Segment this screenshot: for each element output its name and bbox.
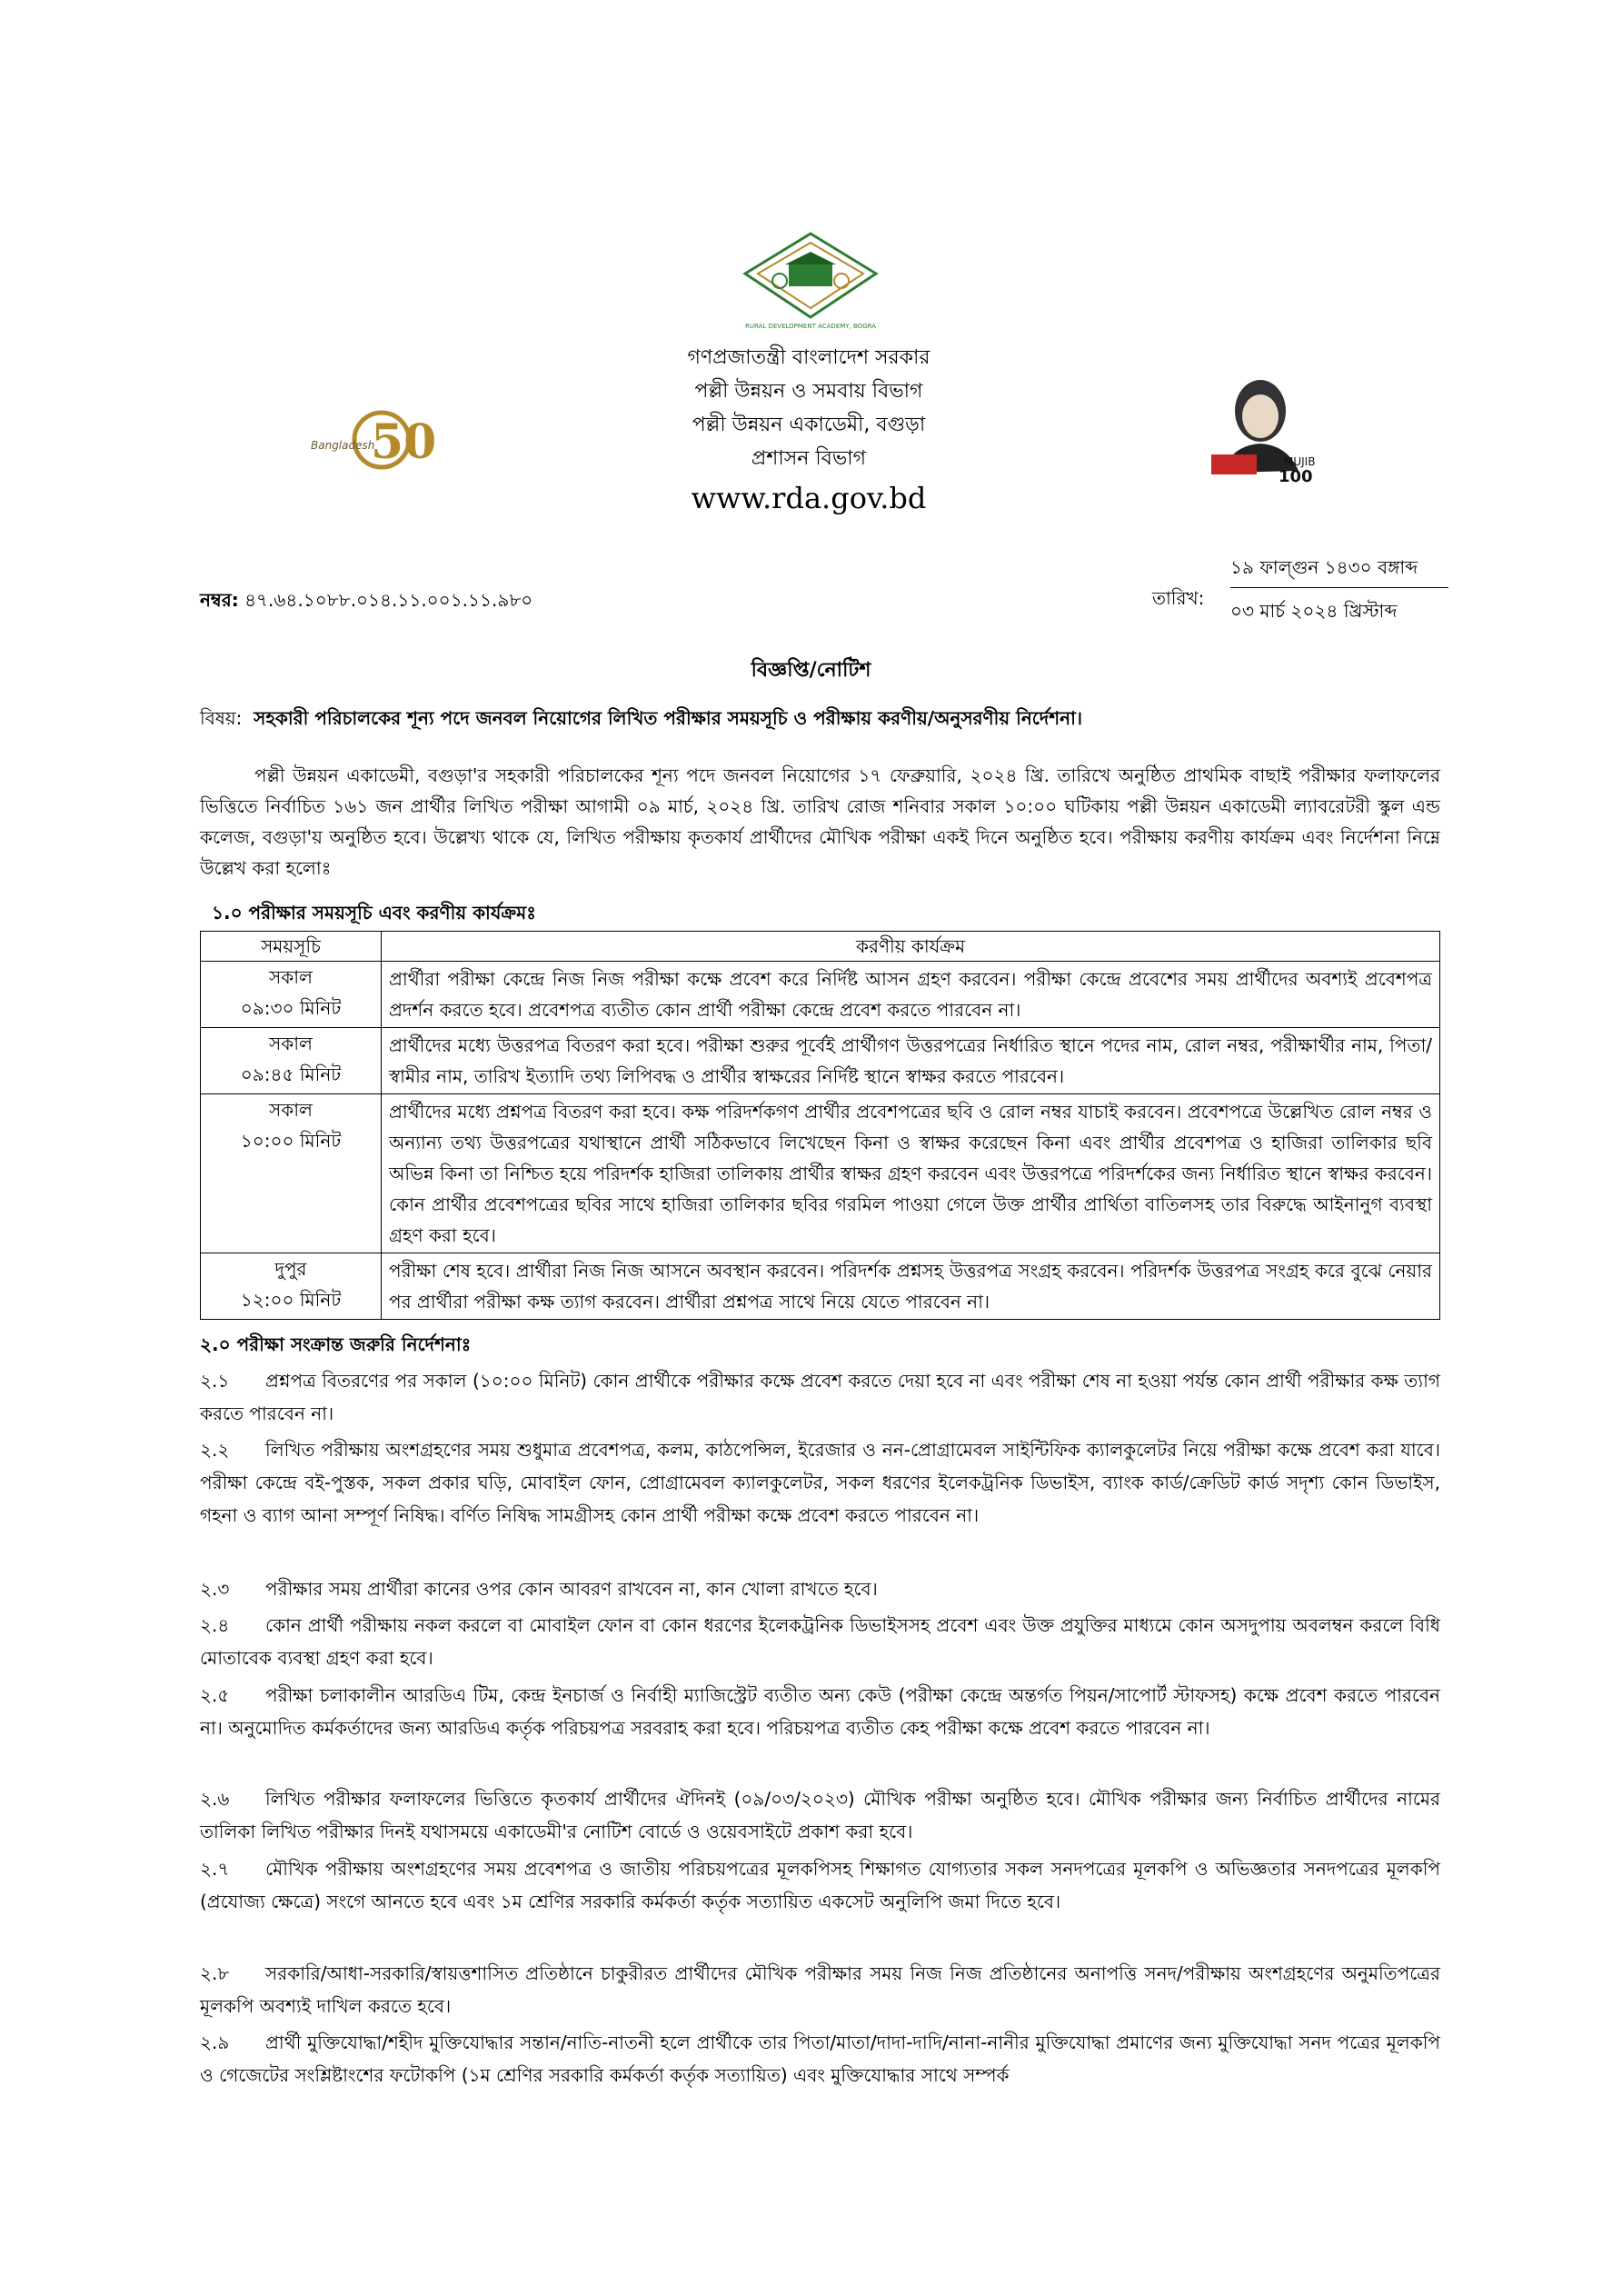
org-line-academy: পল্লী উন্নয়ন একাডেমী, বগুড়া	[692, 414, 926, 436]
svg-text:RURAL DEVELOPMENT ACADEMY, BOG: RURAL DEVELOPMENT ACADEMY, BOGRA	[745, 323, 876, 330]
time-cell: সকাল ০৯:৪৫ মিনিট	[201, 1028, 382, 1094]
table-row	[201, 962, 1440, 1028]
task-cell: পরীক্ষা শেষ হবে। প্রার্থীরা নিজ নিজ আসনে অবস্থান করবেন। পরিদর্শক প্রশ্নসহ উত্তরপত্র সংগ্রহ করবেন। পরিদর্শক উত্তরপত্র সংগ্রহ করে বুঝে নেয়ার পর প্রার্থীরা পরীক্ষা কক্ষ ত্যাগ করবেন। প্রার্থীরা প্রশ্নপত্র সাথে নিয়ে যেতে পারবেন না।	[382, 1253, 1440, 1320]
subject-text: সহকারী পরিচালকের শূন্য পদে জনবল নিয়োগের লিখিত পরীক্ষার সময়সূচি ও পরীক্ষায় করণীয়/অনুসরণীয় নির্দেশনা।	[254, 707, 1083, 729]
instruction-item: ২.৭ মৌখিক পরীক্ষায় অংশগ্রহণের সময় প্রবেশপত্র ও জাতীয় পরিচয়পত্রের মূলকপিসহ শিক্ষাগত যোগ্যতার সকল সনদপত্রের মূলকপি ও অভিজ্ঞতার সনদপত্রের মূলকপি (প্রযোজ্য ক্ষেত্রে) সংগে আনতে হবে এবং ১ম শ্রেণির সরকারি কর্মকর্তা কর্তৃক সত্যায়িত একসেট অনুলিপি জমা দিতে হবে।	[200, 1858, 1440, 1912]
memo-label: নম্বর:	[200, 589, 239, 611]
organization-header	[582, 341, 1036, 519]
table-row	[201, 1253, 1440, 1320]
task-cell: প্রার্থীদের মধ্যে প্রশ্নপত্র বিতরণ করা হবে। কক্ষ পরিদর্শকগণ প্রার্থীর প্রবেশপত্রের ছবি ও রোল নম্বর যাচাই করবেন। প্রবেশপত্রে উল্লেখিত রোল নম্বর ও অন্যান্য তথ্য উত্তরপত্রের যথাস্থানে প্রার্থী সঠিকভাবে লিখেছেন কিনা ও স্বাক্ষর করেছেন কিনা এবং প্রার্থীর প্রবেশপত্র ও হাজিরা তালিকার ছবি অভিন্ন কিনা তা নিশ্চিত হয়ে পরিদর্শক হাজিরা তালিকায় প্রার্থীর স্বাক্ষর গ্রহণ করবেন এবং উত্তরপত্রে পরিদর্শকের জন্য নির্ধারিত স্থানে স্বাক্ষর করবেন। কোন প্রার্থীর প্রবেশপত্রের ছবির সাথে হাজিরা তালিকার ছবির গরমিল পাওয়া গেলে উক্ত প্রার্থীর প্রার্থিতা বাতিলসহ তার বিরুদ্ধে আইনানুগ ব্যবস্থা গ্রহণ করা হবে।	[382, 1094, 1440, 1253]
instruction-item: ২.৩ পরীক্ষার সময় প্রার্থীরা কানের ওপর কোন আবরণ রাখবেন না, কান খোলা রাখতে হবে।	[200, 1578, 878, 1600]
task-cell: প্রার্থীরা পরীক্ষা কেন্দ্রে নিজ নিজ পরীক্ষা কক্ষে প্রবেশ করে নির্দিষ্ট আসন গ্রহণ করবেন। পরীক্ষা কেন্দ্রে প্রবেশের সময় প্রার্থীদের অবশ্যই প্রবেশপত্র প্রদর্শন করতে হবে। প্রবেশপত্র ব্যতীত কোন প্রার্থী পরীক্ষা কেন্দ্রে প্রবেশ করতে পারবেন না।	[382, 962, 1440, 1028]
svg-text:100: 100	[1279, 467, 1313, 486]
org-line-department: প্রশাসন বিভাগ	[751, 447, 867, 470]
rda-logo-icon	[743, 232, 878, 334]
memo-number	[200, 587, 532, 617]
instruction-item: ২.৪ কোন প্রার্থী পরীক্ষায় নকল করলে বা মোবাইল ফোন বা কোন ধরণের ইলেকট্রনিক ডিভাইসসহ প্রবেশ এবং উক্ত প্রযুক্তির মাধ্যমে কোন অসদুপায় অবলম্বন করলে বিধি মোতাবেক ব্যবস্থা গ্রহণ করা হবে।	[200, 1614, 1440, 1669]
instruction-item: ২.৯ প্রার্থী মুক্তিযোদ্ধা/শহীদ মুক্তিযোদ্ধার সন্তান/নাতি-নাতনী হলে প্রার্থীকে তার পিতা/মাতা/দাদা-দাদি/নানা-নানীর মুক্তিযোদ্ধা প্রমাণের জন্য মুক্তিযোদ্ধা সনদ পত্রের মূলকপি ও গেজেটের সংশ্লিষ্টাংশের ফটোকপি (১ম শ্রেণির সরকারি কর্মকর্তা কর্তৃক সত্যায়িত) এবং মুক্তিযোদ্ধার সাথে সম্পর্ক	[200, 2031, 1440, 2086]
memo-number-value: ৪৭.৬৪.১০৮৮.০১৪.১১.০০১.১১.৯৮০	[244, 589, 533, 611]
section-1-title: ১.০ পরীক্ষার সময়সূচি এবং করণীয় কার্যক্রমঃ	[212, 902, 536, 923]
instruction-item: ২.৬ লিখিত পরীক্ষার ফলাফলের ভিত্তিতে কৃতকার্য প্রার্থীদের ঐদিনই (০৯/০৩/২০২৩) মৌখিক পরীক্ষা অনুষ্ঠিত হবে। মৌখিক পরীক্ষার জন্য নির্বাচিত প্রার্থীদের নামের তালিকা লিখিত পরীক্ষার দিনই যথাসময়ে একাডেমী'র নোটিশ বোর্ডে ও ওয়েবসাইটে প্রকাশ করা হবে।	[200, 1788, 1440, 1842]
date-divider	[1230, 587, 1448, 588]
date-label: তারিখ:	[1152, 587, 1205, 609]
svg-text:Bangladesh: Bangladesh	[311, 439, 375, 452]
org-line-division: পল্লী উন্নয়ন ও সমবায় বিভাগ	[694, 380, 923, 403]
task-cell: প্রার্থীদের মধ্যে উত্তরপত্র বিতরণ করা হবে। পরীক্ষা শুরুর পূর্বেই প্রার্থীগণ উত্তরপত্রের নির্ধারিত স্থানে পদের নাম, রোল নম্বর, পরীক্ষার্থীর নাম, পিতা/স্বামীর নাম, তারিখ ইত্যাদি তথ্য লিপিবদ্ধ ও প্রার্থীর স্বাক্ষরের নির্দিষ্ট স্থানে স্বাক্ষর করতে পারবেন।	[382, 1028, 1440, 1094]
svg-text:50: 50	[371, 414, 437, 470]
instruction-item: ২.১ প্রশ্নপত্র বিতরণের পর সকাল (১০:০০ মিনিট) কোন প্রার্থীকে পরীক্ষার কক্ষে প্রবেশ করতে দেয়া হবে না এবং পরীক্ষা শেষ না হওয়া পর্যন্ত কোন প্রার্থী পরীক্ষার কক্ষ ত্যাগ করতে পারবেন না।	[200, 1370, 1440, 1424]
column-header-time: সময়সূচি	[201, 932, 382, 962]
time-cell: সকাল ০৯:৩০ মিনিট	[201, 962, 382, 1028]
date-bangla: ১৯ ফাল্গুন ১৪৩০ বঙ্গাব্দ	[1230, 556, 1418, 578]
subject-line	[200, 705, 1082, 735]
time-cell: সকাল ১০:০০ মিনিট	[201, 1094, 382, 1253]
table-row	[201, 1028, 1440, 1094]
schedule-table	[200, 931, 1440, 1320]
instruction-item: ২.২ লিখিত পরীক্ষায় অংশগ্রহণের সময় শুধুমাত্র প্রবেশপত্র, কলম, কাঠপেন্সিল, ইরেজার ও নন-প্রোগ্রামেবল সাইন্টিফিক ক্যালকুলেটর নিয়ে পরীক্ষা কক্ষে প্রবেশ করা যাবে। পরীক্ষা কেন্দ্রে বই-পুস্তক, সকল প্রকার ঘড়ি, মোবাইল ফোন, প্রোগ্রামেবল ক্যালকুলেটর, সকল ধরণের ইলেকট্রনিক ডিভাইস, ব্যাংক কার্ড/ক্রেডিট কার্ড সদৃশ্য কোন ডিভাইস, গহনা ও ব্যাগ আনা সম্পূর্ণ নিষিদ্ধ। বর্ণিত নিষিদ্ধ সামগ্রীসহ কোন প্রার্থী পরীক্ষা কক্ষে প্রবেশ করতে পারবেন না।	[200, 1439, 1440, 1526]
time-cell: দুপুর ১২:০০ মিনিট	[201, 1253, 382, 1320]
section-2-title: ২.০ পরীক্ষা সংক্রান্ত জরুরি নির্দেশনাঃ	[200, 1333, 472, 1355]
intro-paragraph: পল্লী উন্নয়ন একাডেমী, বগুড়া'র সহকারী পরিচালকের শূন্য পদে জনবল নিয়োগের ১৭ ফেব্রুয়ারি, ২০২৪ খ্রি. তারিখে অনুষ্ঠিত প্রাথমিক বাছাই পরীক্ষার ফলাফলের ভিত্তিতে নির্বাচিত ১৬১ জন প্রার্থীর লিখিত পরীক্ষা আগামী ০৯ মার্চ, ২০২৪ খ্রি. তারিখ রোজ শনিবার সকাল ১০:০০ ঘটিকায় পল্লী উন্নয়ন একাডেমী ল্যাবরেটরী স্কুল এন্ড কলেজ, বগুড়া'য় অনুষ্ঠিত হবে। উল্লেখ্য থাকে যে, লিখিত পরীক্ষায় কৃতকার্য প্রার্থীদের মৌখিক পরীক্ষা একই দিনে অনুষ্ঠিত হবে। পরীক্ষায় করণীয় কার্যক্রম এবং নির্দেশনা নিম্নে উল্লেখ করা হলোঃ	[200, 764, 1440, 879]
bangladesh-50-logo-icon	[307, 380, 437, 494]
subject-label: বিষয়:	[200, 707, 243, 729]
instruction-item: ২.৫ পরীক্ষা চলাকালীন আরডিএ টিম, কেন্দ্র ইনচার্জ ও নির্বাহী ম্যাজিস্ট্রেট ব্যতীত অন্য কেউ (পরীক্ষা কেন্দ্রে অন্তর্গত পিয়ন/সাপোর্ট স্টাফসহ) কক্ষে প্রবেশ করতে পারবেন না। অনুমোদিত কর্মকর্তাদের জন্য আরডিএ কর্তৃক পরিচয়পত্র সরবরাহ করা হবে। পরিচয়পত্র ব্যতীত কেহ পরীক্ষা কক্ষে প্রবেশ করতে পারবেন না।	[200, 1684, 1440, 1739]
column-header-task: করণীয় কার্যক্রম	[382, 932, 1440, 962]
org-line-government: গণপ্রজাতন্ত্রী বাংলাদেশ সরকার	[687, 346, 930, 369]
date-english: ০৩ মার্চ ২০২৪ খ্রিস্টাব্দ	[1230, 600, 1398, 622]
website-link[interactable]: www.rda.gov.bd	[691, 481, 927, 515]
mujib-100-logo-icon	[1204, 364, 1322, 486]
notice-title: বিজ্ঞপ্তি/নোটিশ	[751, 659, 871, 682]
table-header-row	[201, 932, 1440, 962]
instruction-item: ২.৮ সরকারি/আধা-সরকারি/স্বায়ত্তশাসিত প্রতিষ্ঠানে চাকুরীরত প্রার্থীদের মৌখিক পরীক্ষার সময় নিজ নিজ প্রতিষ্ঠানের অনাপত্তি সনদ/পরীক্ষায় অংশগ্রহণের অনুমতিপত্রের মূলকপি অবশ্যই দাখিল করতে হবে।	[200, 1962, 1440, 2017]
svg-text:MUJIB: MUJIB	[1284, 455, 1316, 468]
table-row	[201, 1094, 1440, 1253]
